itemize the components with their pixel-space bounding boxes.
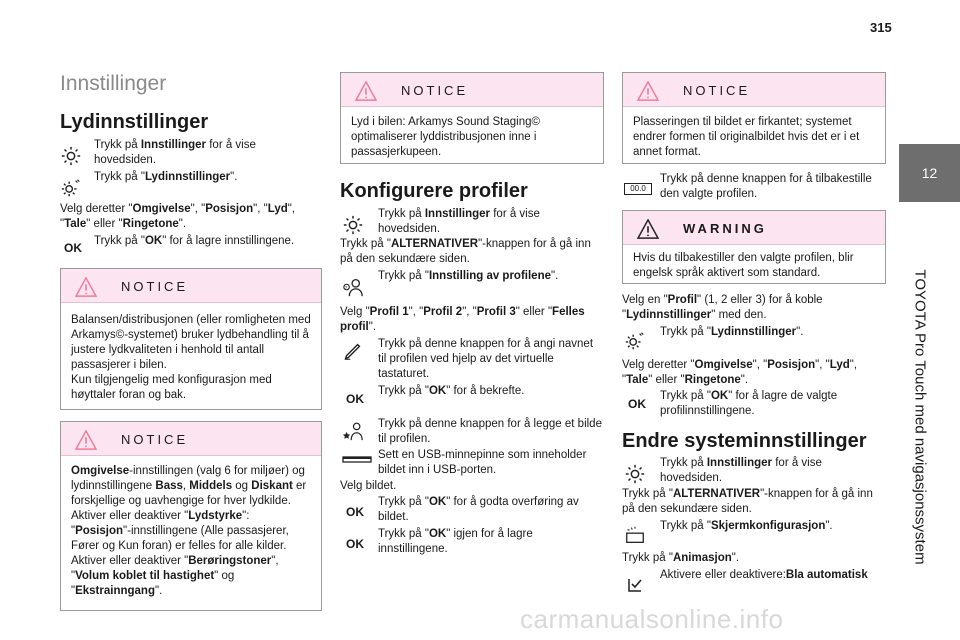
step-text: Velg deretter "Omgivelse", "Posisjon", "Lyd", "Tale" eller "Ringetone".	[60, 203, 296, 230]
step-text: Trykk på Innstillinger for å vise hovedsiden.	[94, 139, 256, 166]
step-text: Trykk på denne knappen for å legge et bilde til profilen.	[378, 418, 602, 445]
pencil-icon	[342, 340, 364, 362]
warning-text: Hvis du tilbakestiller den valgte profilen, blir engelsk språk aktivert som standard.	[633, 252, 854, 279]
profile-settings-icon	[342, 276, 364, 298]
notice-text: Balansen/distribusjonen (eller romligheten med Arkamys©-systemet) bruker lydbehandling til å justere lydkvaliteten i henhold til antall passasjerer i bilen. Kun tilgjengelig med konfigurasjon med høyttaler foran og bak.	[71, 314, 311, 401]
step-text: Trykk på "Lydinnstillinger".	[94, 171, 238, 183]
checkbox-icon	[626, 574, 646, 594]
notice-label: NOTICE	[121, 279, 189, 294]
step-text: Velg "Profil 1", "Profil 2", "Profil 3" eller "Felles profil".	[340, 306, 585, 333]
step-text: Trykk på "Innstilling av profilene".	[378, 270, 559, 282]
ok-icon: OK	[64, 241, 82, 255]
step-text: Velg en "Profil" (1, 2 eller 3) for å koble "Lydinnstillinger" med den.	[622, 294, 823, 321]
notice-box	[60, 421, 322, 611]
side-title: TOYOTA Pro Touch med navigasjonssystem	[911, 269, 929, 565]
warning-triangle-icon	[637, 219, 659, 239]
step-text: Trykk på "OK" for å lagre de valgte profilinnstillingene.	[660, 390, 838, 417]
notice-label: NOTICE	[683, 83, 751, 98]
section-heading: Endre systeminnstillinger	[622, 430, 867, 452]
page-number: 315	[870, 20, 892, 35]
step-text: Trykk på "Lydinnstillinger".	[660, 326, 804, 338]
section-heading: Innstillinger	[60, 72, 167, 95]
ok-icon: OK	[346, 537, 364, 551]
ok-icon: OK	[628, 397, 646, 411]
section-heading: Konfigurere profiler	[340, 180, 528, 202]
sound-settings-icon	[624, 330, 646, 352]
notice-text: Plasseringen til bildet er firkantet; systemet endrer formen til originalbildet hvis det er i et annet format.	[633, 116, 860, 158]
sound-settings-icon	[60, 177, 82, 199]
step-text: Trykk på "ALTERNATIVER"-knappen for å gå inn på den sekundære siden.	[622, 488, 873, 515]
step-text: Sett en USB-minnepinne som inneholder bildet inn i USB-porten.	[378, 449, 587, 476]
warning-box	[622, 210, 886, 284]
usb-stick-icon	[342, 451, 372, 471]
step-text: Velg deretter "Omgivelse", "Posisjon", "Lyd", "Tale" eller "Ringetone".	[622, 359, 858, 386]
notice-header	[623, 73, 885, 107]
watermark: carmanualsonline.info	[520, 604, 784, 634]
subsection-heading: Lydinnstillinger	[60, 111, 209, 133]
chapter-tab[interactable]	[899, 144, 960, 202]
notice-label: NOTICE	[121, 432, 189, 447]
notice-text: Lyd i bilen: Arkamys Sound Staging© optimaliserer lyddistribusjonen inne i passasjerkupeen.	[351, 116, 540, 158]
settings-gear-icon	[624, 463, 646, 485]
step-text: Trykk på Innstillinger for å vise hovedsiden.	[660, 457, 822, 484]
step-text: Trykk på "Skjermkonfigurasjon".	[660, 520, 833, 532]
step-text: Trykk på "OK" for å lagre innstillingene.	[94, 235, 295, 247]
settings-gear-icon	[60, 145, 82, 167]
step-text: Trykk på "Animasjon".	[622, 552, 740, 564]
screen-config-icon	[624, 524, 646, 546]
step-text: Trykk på "OK" for å bekrefte.	[378, 385, 525, 397]
notice-header	[341, 73, 603, 107]
warning-triangle-icon	[75, 277, 97, 297]
step-text: Velg bildet.	[340, 480, 397, 492]
svg-text:?: ?	[344, 284, 348, 290]
step-text: Trykk på "ALTERNATIVER"-knappen for å gå inn på den sekundære siden.	[340, 238, 591, 265]
step-text: Trykk på "OK" for å godta overføring av bildet.	[378, 496, 579, 523]
step-text: Trykk på denne knappen for å tilbakestille den valgte profilen.	[660, 173, 872, 200]
notice-box	[60, 268, 322, 410]
step-text: Trykk på denne knappen for å angi navnet til profilen ved hjelp av det virtuelle tastaturet.	[378, 338, 594, 380]
step-text: Trykk på Innstillinger for å vise hovedsiden.	[378, 208, 540, 235]
step-text: Trykk på "OK" igjen for å lagre innstillingene.	[378, 528, 533, 555]
step-text: Aktivere eller deaktivere:Bla automatisk	[660, 569, 868, 581]
notice-box	[622, 72, 886, 164]
notice-header	[61, 422, 321, 456]
warning-triangle-icon	[75, 430, 97, 450]
ok-icon: OK	[346, 392, 364, 406]
add-photo-profile-icon	[342, 420, 364, 442]
warning-triangle-icon	[355, 81, 377, 101]
ok-icon: OK	[346, 505, 364, 519]
notice-header	[61, 269, 321, 303]
settings-gear-icon	[342, 214, 364, 236]
notice-label: NOTICE	[401, 83, 469, 98]
chapter-number: 12	[921, 165, 938, 181]
warning-header	[623, 211, 885, 245]
warning-label: WARNING	[683, 221, 767, 236]
notice-text: Omgivelse-innstillingen (valg 6 for miljøer) og lydinnstillingene Bass, Middels og Diskant er forskjellige og uavhengige for hver lydkilde. Aktiver eller deaktiver "Lydstyrke": "Posisjon"-innstillingene (Alle passasjerer, Fører og Kun foran) er felles for alle kilder. Aktiver eller deaktiver "Berøringstoner", "Volum koblet til hastighet" og "Ekstrainngang".	[71, 465, 307, 597]
warning-triangle-icon	[637, 81, 659, 101]
notice-box	[340, 72, 604, 164]
reset-icon: 00.0	[624, 183, 652, 195]
